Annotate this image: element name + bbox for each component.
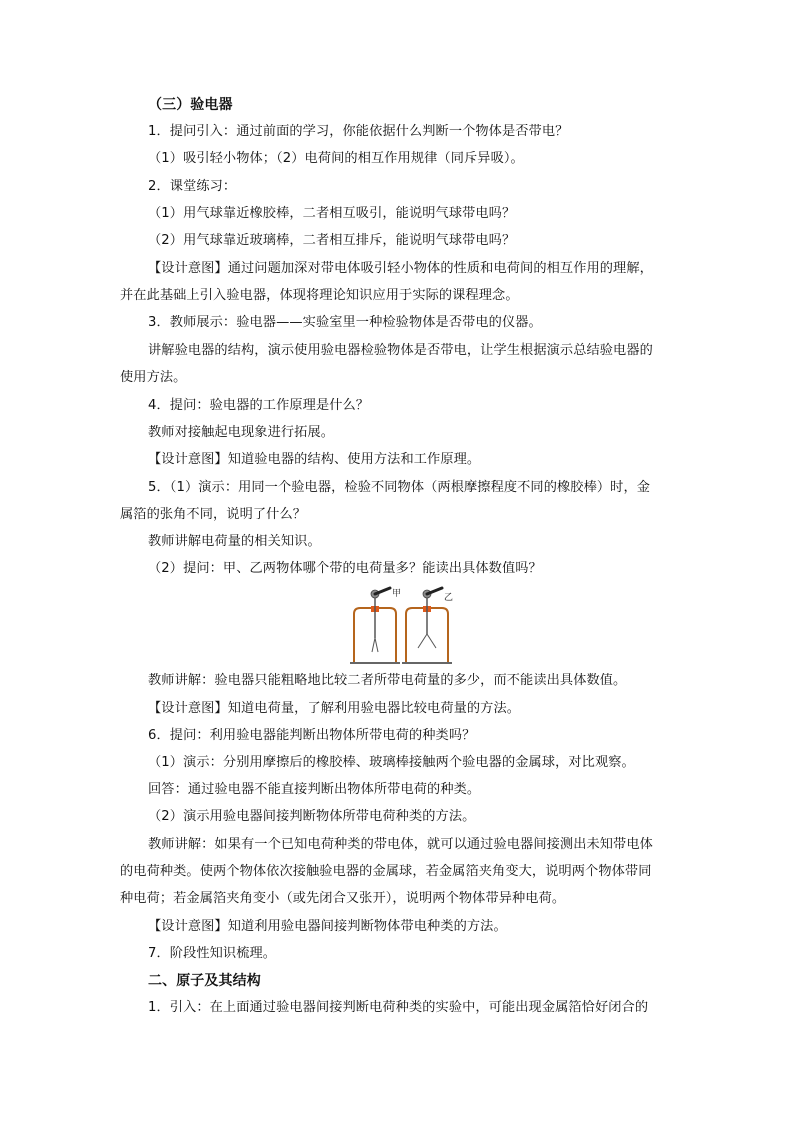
paragraph: （2）演示用验电器间接判断物体所带电荷种类的方法。: [148, 809, 476, 824]
paragraph: （1）演示：分别用摩擦后的橡胶棒、玻璃棒接触两个验电器的金属球，对比观察。: [148, 755, 635, 770]
paragraph-cont: 使用方法。: [120, 370, 187, 385]
design-intent-cont: 并在此基础上引入验电器，体现将理论知识应用于实际的课程理念。: [120, 288, 519, 303]
paragraph: （1）吸引轻小物体；（2）电荷间的相互作用规律（同斥异吸）。: [148, 151, 524, 166]
paragraph: 3．教师展示：验电器——实验室里一种检验物体是否带电的仪器。: [148, 315, 542, 330]
paragraph: （2）用气球靠近玻璃棒，二者相互排斥，能说明气球带电吗？: [148, 233, 516, 248]
paragraph-cont: 属箔的张角不同，说明了什么？: [120, 507, 307, 522]
paragraph: 4．提问：验电器的工作原理是什么？: [148, 398, 370, 413]
paragraph: （1）用气球靠近橡胶棒，二者相互吸引，能说明气球带电吗？: [148, 206, 516, 221]
paragraph: 1．引入：在上面通过验电器间接判断电荷种类的实验中，可能出现金属箔恰好闭合的: [148, 1000, 649, 1015]
electroscope-diagram: [348, 586, 456, 666]
paragraph: 1．提问引入：通过前面的学习，你能依据什么判断一个物体是否带电？: [148, 124, 569, 139]
design-intent: 【设计意图】知道电荷量，了解利用验电器比较电荷量的方法。: [148, 701, 521, 716]
label-yi: 乙: [444, 593, 454, 603]
paragraph: 教师讲解：如果有一个已知电荷种类的带电体，就可以通过验电器间接测出未知带电体: [148, 837, 653, 852]
electroscope-figure: [348, 586, 456, 666]
section-heading: （三）验电器: [148, 97, 233, 113]
section-heading: 二、原子及其结构: [148, 973, 261, 989]
electroscope-jia: [350, 588, 401, 663]
paragraph-cont: 种电荷；若金属箔夹角变小（或先闭合又张开），说明两个物体带异种电荷。: [120, 891, 566, 906]
design-intent: 【设计意图】通过问题加深对带电体吸引轻小物体的性质和电荷间的相互作用的理解，: [148, 261, 653, 276]
paragraph: 5．（1）演示：用同一个验电器，检验不同物体（两根摩擦程度不同的橡胶棒）时，金: [148, 480, 651, 495]
paragraph: 教师讲解：验电器只能粗略地比较二者所带电荷量的多少，而不能读出具体数值。: [148, 673, 627, 688]
paragraph: 教师对接触起电现象进行拓展。: [148, 425, 335, 440]
paragraph: 7．阶段性知识梳理。: [148, 946, 277, 961]
label-jia: 甲: [392, 589, 402, 599]
paragraph: 教师讲解电荷量的相关知识。: [148, 534, 321, 549]
paragraph: 讲解验电器的结构，演示使用验电器检验物体是否带电，让学生根据演示总结验电器的: [148, 343, 653, 358]
paragraph: 2．课堂练习：: [148, 179, 237, 194]
design-intent: 【设计意图】知道验电器的结构、使用方法和工作原理。: [148, 452, 481, 467]
paragraph: 回答：通过验电器不能直接判断出物体所带电荷的种类。: [148, 782, 481, 797]
paragraph: （2）提问：甲、乙两物体哪个带的电荷量多？能读出具体数值吗？: [148, 561, 542, 576]
paragraph: 6．提问：利用验电器能判断出物体所带电荷的种类吗？: [148, 728, 476, 743]
design-intent: 【设计意图】知道利用验电器间接判断物体带电种类的方法。: [148, 919, 507, 934]
electroscope-yi: [402, 588, 453, 663]
paragraph-cont: 的电荷种类。使两个物体依次接触验电器的金属球，若金属箔夹角变大，说明两个物体带同: [120, 864, 652, 879]
